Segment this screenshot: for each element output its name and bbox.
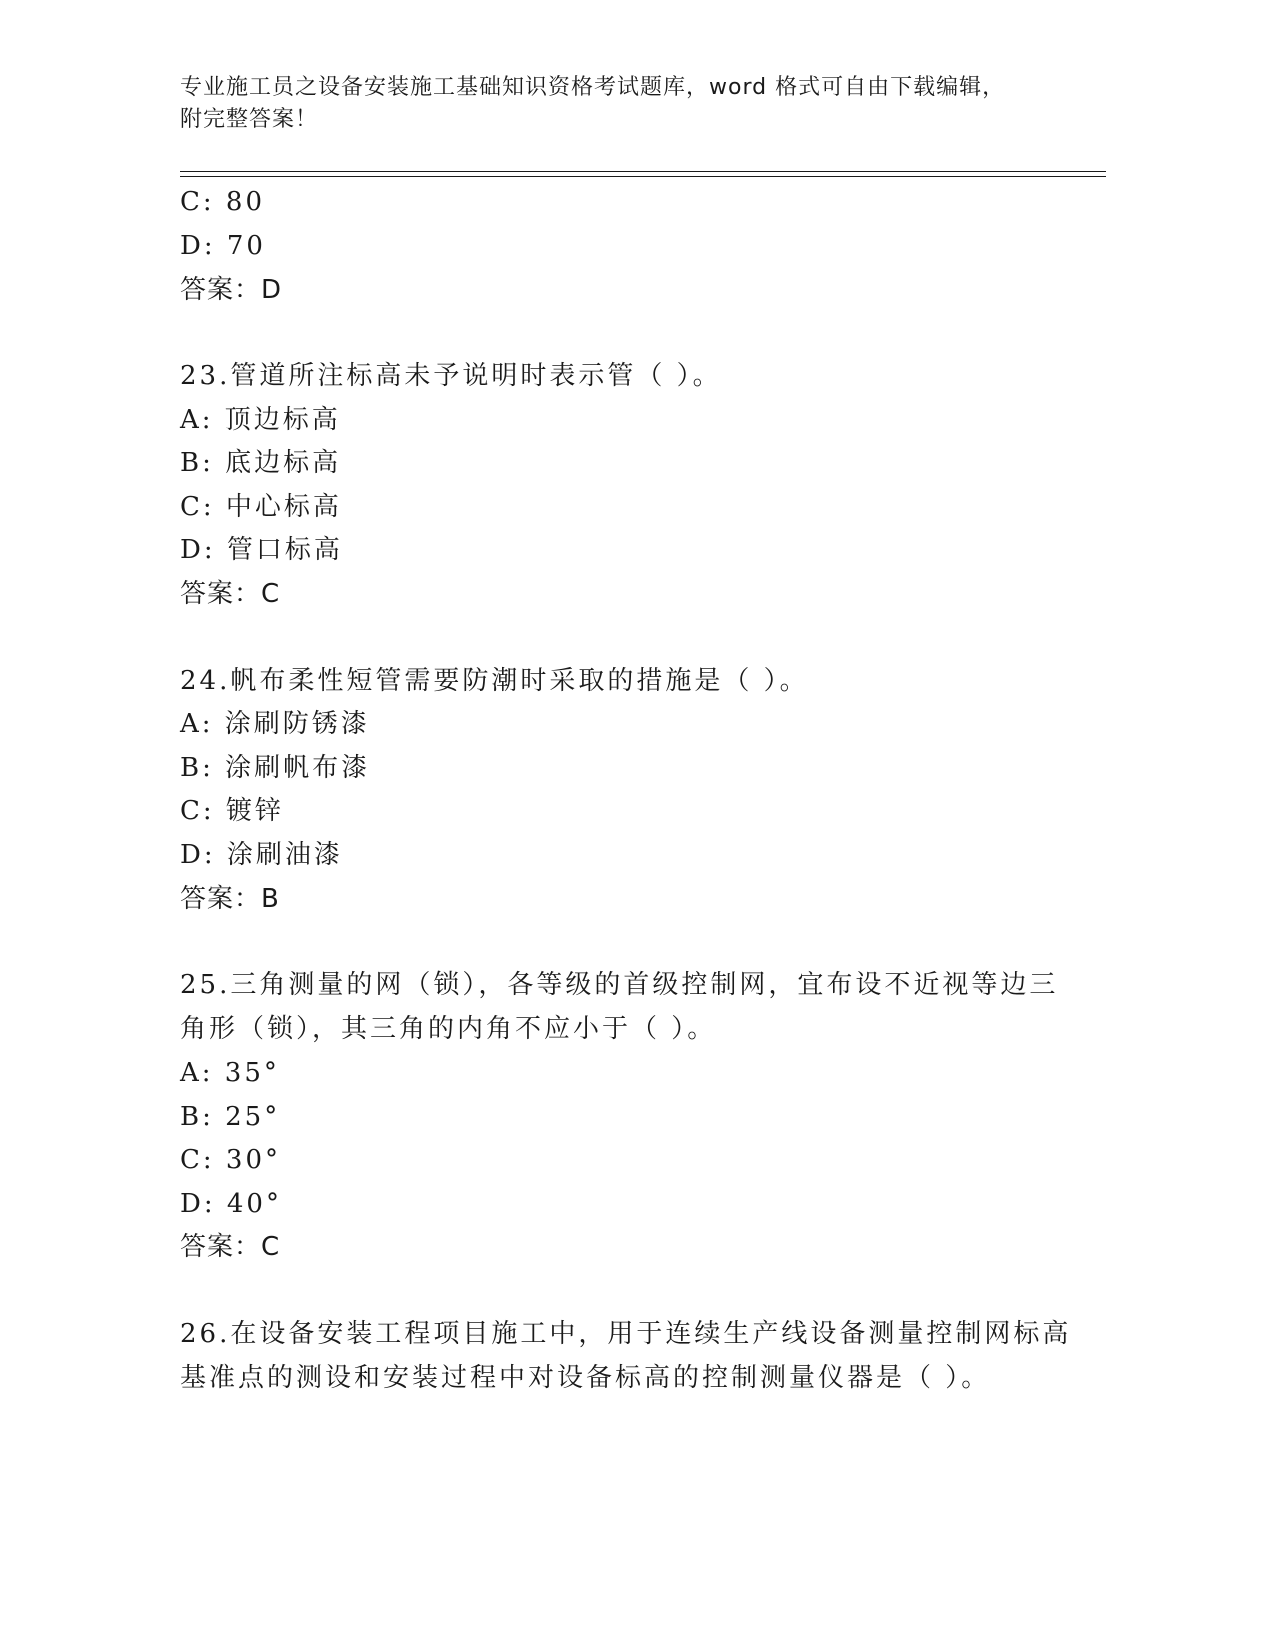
prev-option-c: C: 80	[180, 187, 266, 217]
prev-answer: 答案：D	[180, 275, 283, 305]
header-line-1: 专业施工员之设备安装施工基础知识资格考试题库，word 格式可自由下载编辑，	[180, 75, 1006, 100]
question-25-answer: 答案：C	[180, 1232, 281, 1262]
question-26-stem-line-1: 26.在设备安装工程项目施工中，用于连续生产线设备测量控制网标高	[180, 1319, 1072, 1349]
question-25-option-d: D: 40°	[180, 1189, 282, 1219]
question-25-stem-line-1: 25.三角测量的网（锁），各等级的首级控制网，宜布设不近视等边三	[180, 970, 1059, 1000]
question-24-answer: 答案：B	[180, 884, 280, 914]
question-26-stem-line-2: 基准点的测设和安装过程中对设备标高的控制测量仪器是（ ）。	[180, 1363, 991, 1393]
question-23-answer: 答案：C	[180, 579, 281, 609]
question-25-option-a: A: 35°	[180, 1058, 280, 1088]
prev-option-d: D: 70	[180, 231, 266, 261]
question-25-option-c: C: 30°	[180, 1145, 282, 1175]
header-divider-bottom	[180, 176, 1106, 177]
question-23-option-c: C: 中心标高	[180, 492, 342, 522]
question-25-stem-line-2: 角形（锁），其三角的内角不应小于（ ）。	[180, 1014, 717, 1044]
question-24-option-b: B: 涂刷帆布漆	[180, 753, 371, 783]
document-header	[180, 72, 1060, 136]
question-24-stem: 24.帆布柔性短管需要防潮时采取的措施是（ ）。	[180, 666, 809, 696]
question-24-option-a: A: 涂刷防锈漆	[180, 709, 370, 739]
question-23-option-a: A: 顶边标高	[180, 405, 341, 435]
header-line-2: 附完整答案！	[180, 107, 319, 132]
header-divider-top	[180, 171, 1106, 172]
question-23-option-d: D: 管口标高	[180, 535, 343, 565]
question-24-option-c: C: 镀锌	[180, 796, 284, 826]
question-23-stem: 23.管道所注标高未予说明时表示管（ ）。	[180, 361, 722, 391]
question-24-option-d: D: 涂刷油漆	[180, 840, 343, 870]
question-25-option-b: B: 25°	[180, 1102, 281, 1132]
question-23-option-b: B: 底边标高	[180, 448, 342, 478]
